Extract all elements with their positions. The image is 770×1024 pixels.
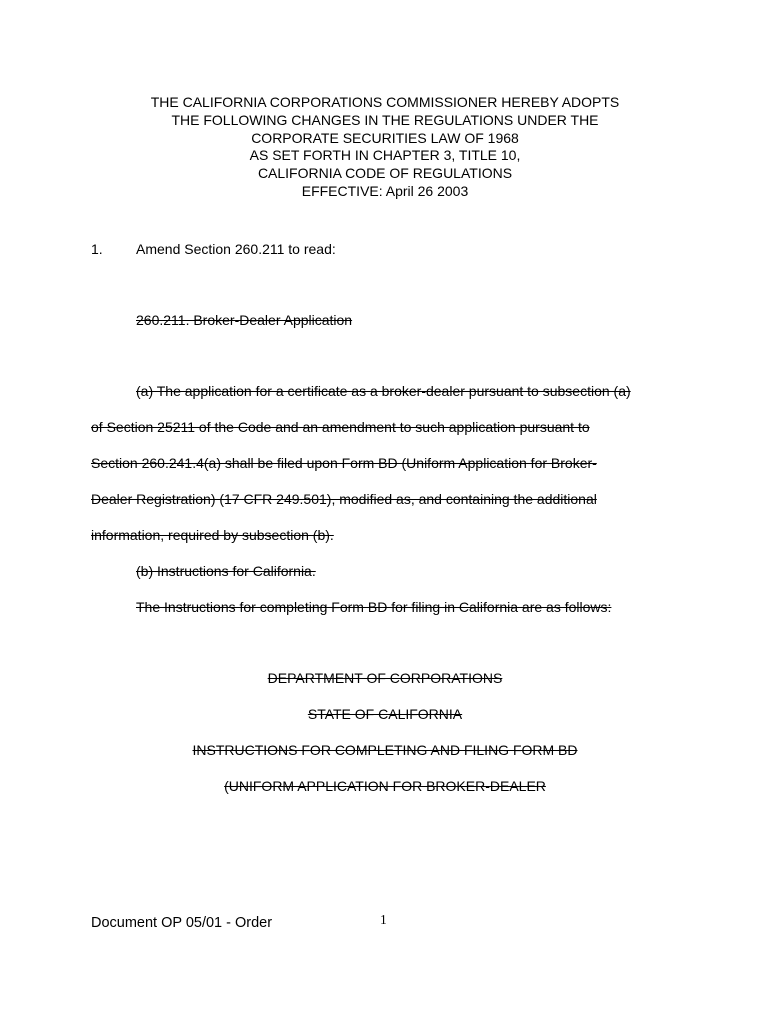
department-title: DEPARTMENT OF CORPORATIONS [267,670,503,686]
instructions-title: INSTRUCTIONS FOR COMPLETING AND FILING FORM BD [192,742,578,758]
application-title: (UNIFORM APPLICATION FOR BROKER-DEALER [224,778,546,794]
paragraph-a-line: Section 260.241.4(a) shall be filed upon Form BD (Uniform Application for Broker- [91,455,597,471]
header-line: CALIFORNIA CODE OF REGULATIONS [257,165,513,182]
header-line: EFFECTIVE: April 26 2003 [301,182,469,199]
document-id: Document OP 05/01 - Order [91,915,273,931]
page-number: 1 [380,912,387,927]
centered-line [0,742,770,759]
centered-line [0,778,770,795]
paragraph-a-line: Dealer Registration) (17 CFR 249.501), modified as, and containing the additional [91,491,597,507]
centered-line [0,706,770,723]
state-title: STATE OF CALIFORNIA [307,706,463,722]
centered-line [0,670,770,687]
item-text: Amend Section 260.211 to read: [136,241,336,257]
item-number: 1. [91,241,103,257]
document-header [0,94,770,201]
paragraph-a-line: of Section 25211 of the Code and an amendment to such application pursuant to [91,419,590,435]
header-line: THE CALIFORNIA CORPORATIONS COMMISSIONER HEREBY ADOPTS [150,94,620,110]
paragraph-a-line: (a) The application for a certificate as a broker-dealer pursuant to subsection (a) [136,383,631,399]
header-line: AS SET FORTH IN CHAPTER 3, TITLE 10, [249,147,521,164]
paragraph-a-line: information, required by subsection (b). [91,527,334,543]
header-line: CORPORATE SECURITIES LAW OF 1968 [251,129,519,146]
paragraph-b-heading: (b) Instructions for California. [136,563,316,579]
paragraph-b-text: The Instructions for completing Form BD for filing in California are as follows: [136,599,612,615]
header-line: THE FOLLOWING CHANGES IN THE REGULATIONS UNDER THE [171,111,599,128]
section-heading: 260.211. Broker-Dealer Application [136,312,353,328]
